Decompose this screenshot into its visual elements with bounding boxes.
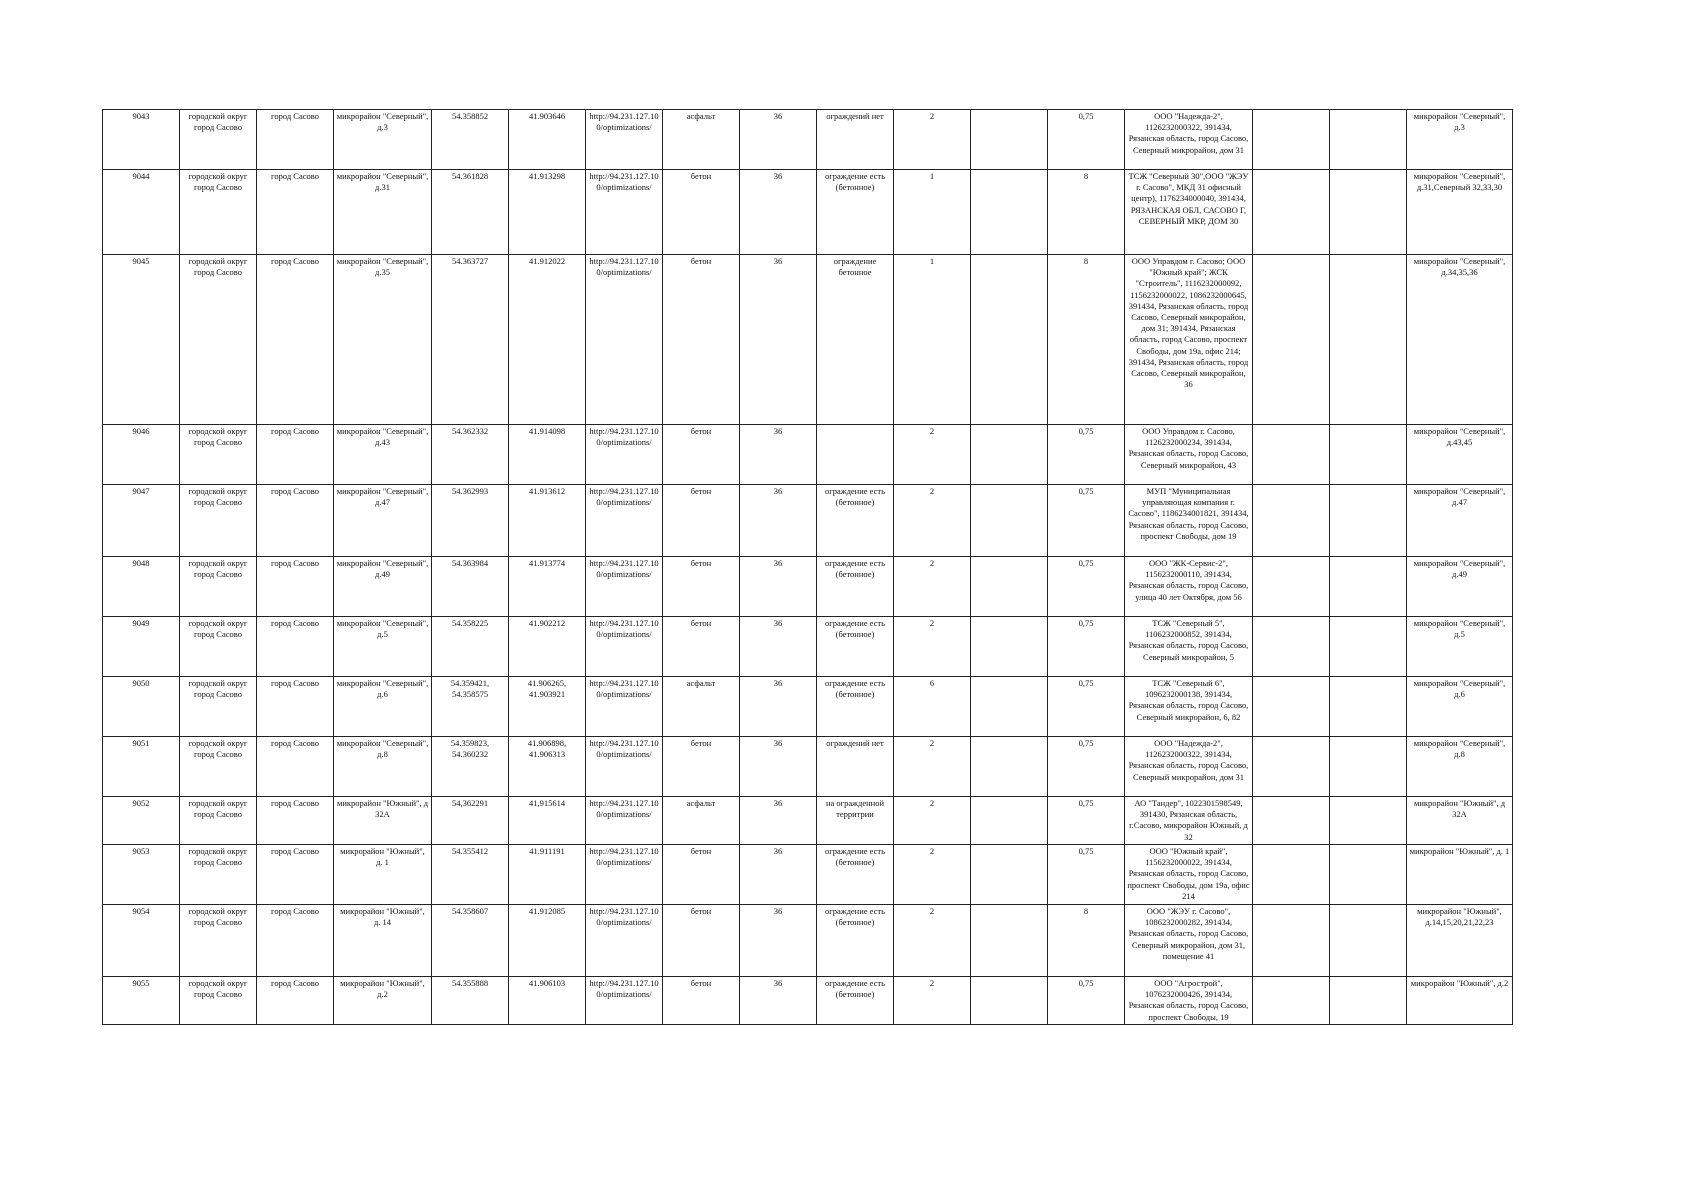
cell-surface: асфальт bbox=[663, 677, 740, 737]
cell-latitude: 54.361828 bbox=[432, 170, 509, 255]
cell-col-empty-1 bbox=[971, 845, 1048, 905]
cell-municipality: городской округ город Сасово bbox=[180, 425, 257, 485]
cell-area: 36 bbox=[740, 677, 817, 737]
cell-col-empty-1 bbox=[971, 905, 1048, 977]
cell-volume: 0,75 bbox=[1048, 557, 1125, 617]
cell-surface: бетон bbox=[663, 170, 740, 255]
cell-col-empty-1 bbox=[971, 737, 1048, 797]
cell-site-number: 9054 bbox=[103, 905, 180, 977]
cell-col-empty-3 bbox=[1330, 617, 1407, 677]
cell-settlement: город Сасово bbox=[257, 557, 334, 617]
cell-served-objects: микрорайон "Южный", д 32А bbox=[1407, 797, 1513, 845]
cell-surface: бетон bbox=[663, 977, 740, 1025]
cell-map-link: http://94.231.127.100/optimizations/ bbox=[586, 737, 663, 797]
cell-fence: ограждение есть (бетонное) bbox=[817, 905, 894, 977]
cell-longitude: 41.912085 bbox=[509, 905, 586, 977]
cell-volume: 0,75 bbox=[1048, 677, 1125, 737]
cell-map-link: http://94.231.127.100/optimizations/ bbox=[586, 797, 663, 845]
cell-settlement: город Сасово bbox=[257, 737, 334, 797]
cell-latitude: 54.355412 bbox=[432, 845, 509, 905]
cell-address: микрорайон "Южный", д.2 bbox=[334, 977, 432, 1025]
cell-col-empty-3 bbox=[1330, 255, 1407, 425]
cell-fence: ограждение есть (бетонное) bbox=[817, 845, 894, 905]
cell-longitude: 41,915614 bbox=[509, 797, 586, 845]
cell-containers: 2 bbox=[894, 617, 971, 677]
cell-area: 36 bbox=[740, 425, 817, 485]
cell-surface: бетон bbox=[663, 485, 740, 557]
cell-surface: бетон bbox=[663, 737, 740, 797]
cell-col-empty-2 bbox=[1253, 845, 1330, 905]
cell-col-empty-2 bbox=[1253, 170, 1330, 255]
cell-volume: 0,75 bbox=[1048, 737, 1125, 797]
cell-settlement: город Сасово bbox=[257, 255, 334, 425]
table-row bbox=[103, 110, 1513, 170]
cell-containers: 2 bbox=[894, 110, 971, 170]
cell-col-empty-2 bbox=[1253, 425, 1330, 485]
cell-col-empty-1 bbox=[971, 617, 1048, 677]
table-row bbox=[103, 737, 1513, 797]
cell-fence bbox=[817, 425, 894, 485]
cell-settlement: город Сасово bbox=[257, 617, 334, 677]
cell-containers: 2 bbox=[894, 425, 971, 485]
table-row bbox=[103, 557, 1513, 617]
cell-site-number: 9044 bbox=[103, 170, 180, 255]
cell-fence: ограждение есть (бетонное) bbox=[817, 557, 894, 617]
cell-volume: 0,75 bbox=[1048, 617, 1125, 677]
cell-area: 36 bbox=[740, 737, 817, 797]
cell-col-empty-2 bbox=[1253, 905, 1330, 977]
cell-address: микрорайон "Северный", д.31 bbox=[334, 170, 432, 255]
cell-settlement: город Сасово bbox=[257, 677, 334, 737]
cell-col-empty-3 bbox=[1330, 425, 1407, 485]
cell-address: микрорайон "Южный", д. 1 bbox=[334, 845, 432, 905]
cell-map-link: http://94.231.127.100/optimizations/ bbox=[586, 170, 663, 255]
cell-municipality: городской округ город Сасово bbox=[180, 170, 257, 255]
cell-longitude: 41.913774 bbox=[509, 557, 586, 617]
cell-containers: 2 bbox=[894, 905, 971, 977]
cell-col-empty-1 bbox=[971, 425, 1048, 485]
cell-map-link: http://94.231.127.100/optimizations/ bbox=[586, 977, 663, 1025]
cell-owner: АО "Тандер", 1022301598549, 391430, Рязанская область, г.Сасово, микрорайон Южный, д 32 bbox=[1125, 797, 1253, 845]
cell-area: 36 bbox=[740, 110, 817, 170]
cell-served-objects: микрорайон "Северный", д.31,Северный 32,33,30 bbox=[1407, 170, 1513, 255]
cell-municipality: городской округ город Сасово bbox=[180, 905, 257, 977]
cell-longitude: 41.913612 bbox=[509, 485, 586, 557]
cell-municipality: городской округ город Сасово bbox=[180, 255, 257, 425]
cell-served-objects: микрорайон "Южный", д.14,15,20,21,22,23 bbox=[1407, 905, 1513, 977]
cell-municipality: городской округ город Сасово bbox=[180, 557, 257, 617]
cell-fence: ограждение есть (бетонное) bbox=[817, 977, 894, 1025]
cell-containers: 1 bbox=[894, 255, 971, 425]
cell-col-empty-2 bbox=[1253, 797, 1330, 845]
cell-served-objects: микрорайон "Северный", д.49 bbox=[1407, 557, 1513, 617]
cell-address: микрорайон "Южный", д 32А bbox=[334, 797, 432, 845]
cell-containers: 2 bbox=[894, 737, 971, 797]
cell-municipality: городской округ город Сасово bbox=[180, 677, 257, 737]
table-row bbox=[103, 255, 1513, 425]
cell-col-empty-3 bbox=[1330, 797, 1407, 845]
cell-settlement: город Сасово bbox=[257, 425, 334, 485]
cell-volume: 8 bbox=[1048, 255, 1125, 425]
cell-owner: ООО "ЖК-Сервис-2", 1156232000110, 391434, Рязанская область, город Сасово, улица 40 лет Октября, дом 56 bbox=[1125, 557, 1253, 617]
registry-table bbox=[102, 109, 1513, 1025]
cell-municipality: городской округ город Сасово bbox=[180, 845, 257, 905]
cell-longitude: 41.912022 bbox=[509, 255, 586, 425]
cell-settlement: город Сасово bbox=[257, 110, 334, 170]
cell-area: 36 bbox=[740, 977, 817, 1025]
cell-volume: 0,75 bbox=[1048, 110, 1125, 170]
cell-site-number: 9048 bbox=[103, 557, 180, 617]
table-row bbox=[103, 485, 1513, 557]
cell-fence: ограждение есть (бетонное) bbox=[817, 677, 894, 737]
cell-fence: ограждений нет bbox=[817, 110, 894, 170]
cell-col-empty-1 bbox=[971, 110, 1048, 170]
table-row bbox=[103, 170, 1513, 255]
cell-fence: ограждение есть (бетонное) bbox=[817, 170, 894, 255]
cell-address: микрорайон "Южный", д. 14 bbox=[334, 905, 432, 977]
cell-volume: 0,75 bbox=[1048, 485, 1125, 557]
cell-col-empty-1 bbox=[971, 485, 1048, 557]
cell-address: микрорайон "Северный", д.3 bbox=[334, 110, 432, 170]
table-row bbox=[103, 425, 1513, 485]
cell-settlement: город Сасово bbox=[257, 977, 334, 1025]
cell-col-empty-3 bbox=[1330, 737, 1407, 797]
cell-owner: МУП "Муниципальная управляющая компания г. Сасово", 1186234001821, 391434, Рязанская область, город Сасово, проспект Свободы, дом 19 bbox=[1125, 485, 1253, 557]
cell-surface: бетон bbox=[663, 557, 740, 617]
cell-col-empty-3 bbox=[1330, 557, 1407, 617]
cell-map-link: http://94.231.127.100/optimizations/ bbox=[586, 485, 663, 557]
cell-col-empty-3 bbox=[1330, 845, 1407, 905]
cell-owner: ООО "Надежда-2", 1126232000322, 391434, Рязанская область, город Сасово, Северный микрорайон, дом 31 bbox=[1125, 110, 1253, 170]
cell-owner: ТСЖ "Северный 6", 1096232000138, 391434, Рязанская область, город Сасово, Северный микрорайон, 6, 82 bbox=[1125, 677, 1253, 737]
cell-col-empty-2 bbox=[1253, 110, 1330, 170]
cell-address: микрорайон "Северный", д.47 bbox=[334, 485, 432, 557]
cell-site-number: 9053 bbox=[103, 845, 180, 905]
cell-col-empty-1 bbox=[971, 557, 1048, 617]
cell-longitude: 41.913298 bbox=[509, 170, 586, 255]
cell-longitude: 41.911191 bbox=[509, 845, 586, 905]
cell-fence: ограждений нет bbox=[817, 737, 894, 797]
cell-area: 36 bbox=[740, 845, 817, 905]
cell-map-link: http://94.231.127.100/optimizations/ bbox=[586, 845, 663, 905]
cell-col-empty-3 bbox=[1330, 485, 1407, 557]
cell-map-link: http://94.231.127.100/optimizations/ bbox=[586, 905, 663, 977]
table-row bbox=[103, 797, 1513, 845]
cell-settlement: город Сасово bbox=[257, 797, 334, 845]
cell-volume: 0,75 bbox=[1048, 797, 1125, 845]
cell-address: микрорайон "Северный", д.43 bbox=[334, 425, 432, 485]
cell-map-link: http://94.231.127.100/optimizations/ bbox=[586, 255, 663, 425]
cell-owner: ООО "Агрострой", 1076232000426, 391434, Рязанская область, город Сасово, проспект Свободы, 19 bbox=[1125, 977, 1253, 1025]
cell-latitude: 54.363727 bbox=[432, 255, 509, 425]
cell-col-empty-2 bbox=[1253, 485, 1330, 557]
cell-latitude: 54.362332 bbox=[432, 425, 509, 485]
cell-col-empty-1 bbox=[971, 170, 1048, 255]
cell-surface: бетон bbox=[663, 425, 740, 485]
cell-latitude: 54.358607 bbox=[432, 905, 509, 977]
cell-col-empty-1 bbox=[971, 977, 1048, 1025]
cell-owner: ООО "ЖЭУ г. Сасово", 1086232000282, 391434, Рязанская область, город Сасово, Северный микрорайон, дом 31, помещение 41 bbox=[1125, 905, 1253, 977]
cell-served-objects: микрорайон "Южный", д. 1 bbox=[1407, 845, 1513, 905]
cell-site-number: 9052 bbox=[103, 797, 180, 845]
cell-address: микрорайон "Северный", д.5 bbox=[334, 617, 432, 677]
cell-owner: ООО "Южный край", 1156232000022, 391434, Рязанская область, город Сасово, проспект Свободы, дом 19а, офис 214 bbox=[1125, 845, 1253, 905]
cell-area: 36 bbox=[740, 905, 817, 977]
cell-containers: 6 bbox=[894, 677, 971, 737]
cell-address: микрорайон "Северный", д.6 bbox=[334, 677, 432, 737]
cell-col-empty-1 bbox=[971, 677, 1048, 737]
cell-latitude: 54.355888 bbox=[432, 977, 509, 1025]
cell-surface: бетон bbox=[663, 617, 740, 677]
cell-col-empty-1 bbox=[971, 797, 1048, 845]
cell-site-number: 9050 bbox=[103, 677, 180, 737]
cell-col-empty-3 bbox=[1330, 110, 1407, 170]
cell-site-number: 9049 bbox=[103, 617, 180, 677]
cell-municipality: городской округ город Сасово bbox=[180, 617, 257, 677]
cell-served-objects: микрорайон "Южный", д.2 bbox=[1407, 977, 1513, 1025]
cell-volume: 8 bbox=[1048, 170, 1125, 255]
cell-surface: асфальт bbox=[663, 110, 740, 170]
cell-col-empty-2 bbox=[1253, 737, 1330, 797]
cell-site-number: 9055 bbox=[103, 977, 180, 1025]
cell-area: 36 bbox=[740, 485, 817, 557]
cell-served-objects: микрорайон "Северный", д.5 bbox=[1407, 617, 1513, 677]
cell-fence: ограждение есть (бетонное) bbox=[817, 485, 894, 557]
cell-site-number: 9051 bbox=[103, 737, 180, 797]
cell-map-link: http://94.231.127.100/optimizations/ bbox=[586, 557, 663, 617]
cell-containers: 2 bbox=[894, 557, 971, 617]
cell-longitude: 41.906898, 41.906313 bbox=[509, 737, 586, 797]
cell-map-link: http://94.231.127.100/optimizations/ bbox=[586, 677, 663, 737]
cell-longitude: 41.906103 bbox=[509, 977, 586, 1025]
cell-col-empty-2 bbox=[1253, 617, 1330, 677]
cell-fence: ограждение бетонное bbox=[817, 255, 894, 425]
cell-col-empty-1 bbox=[971, 255, 1048, 425]
cell-containers: 1 bbox=[894, 170, 971, 255]
cell-longitude: 41.914098 bbox=[509, 425, 586, 485]
cell-municipality: городской округ город Сасово bbox=[180, 485, 257, 557]
cell-owner: ТСЖ "Северный 30",ООО "ЖЭУ г. Сасово", МКД 31 офисный центр), 1176234000040, 391434, РЯЗАНСКАЯ ОБЛ, САСОВО Г, СЕВЕРНЫЙ МКР, ДОМ 30 bbox=[1125, 170, 1253, 255]
cell-containers: 2 bbox=[894, 797, 971, 845]
cell-owner: ООО Управдом г. Сасово, 1126232000234, 391434, Рязанская область, город Сасово, Северный микрорайон, 43 bbox=[1125, 425, 1253, 485]
cell-col-empty-2 bbox=[1253, 677, 1330, 737]
cell-volume: 0,75 bbox=[1048, 425, 1125, 485]
cell-volume: 0,75 bbox=[1048, 977, 1125, 1025]
cell-settlement: город Сасово bbox=[257, 170, 334, 255]
cell-surface: бетон bbox=[663, 905, 740, 977]
cell-site-number: 9046 bbox=[103, 425, 180, 485]
cell-site-number: 9047 bbox=[103, 485, 180, 557]
table-row bbox=[103, 845, 1513, 905]
cell-municipality: городской округ город Сасово bbox=[180, 797, 257, 845]
cell-served-objects: микрорайон "Северный", д.34,35,36 bbox=[1407, 255, 1513, 425]
cell-settlement: город Сасово bbox=[257, 485, 334, 557]
cell-surface: бетон bbox=[663, 255, 740, 425]
cell-col-empty-3 bbox=[1330, 977, 1407, 1025]
cell-owner: ООО Управдом г. Сасово; ООО "Южный край"; ЖСК "Строитель", 1116232000092, 1156232000022, 1086232000645, 391434, Рязанская область, город Сасово, Северный микрорайон, дом 31; 391434, Рязанская область, город Сасово, проспект Свободы, дом 19а, офис 214; 391434, Рязанская область, город Сасово, Северный микрорайон, 36 bbox=[1125, 255, 1253, 425]
cell-fence: ограждение есть (бетонное) bbox=[817, 617, 894, 677]
cell-address: микрорайон "Северный", д.49 bbox=[334, 557, 432, 617]
cell-volume: 0,75 bbox=[1048, 845, 1125, 905]
table-row bbox=[103, 617, 1513, 677]
cell-longitude: 41.902212 bbox=[509, 617, 586, 677]
cell-served-objects: микрорайон "Северный", д.6 bbox=[1407, 677, 1513, 737]
cell-fence: на огражденной территрии bbox=[817, 797, 894, 845]
cell-site-number: 9045 bbox=[103, 255, 180, 425]
cell-area: 36 bbox=[740, 557, 817, 617]
cell-latitude: 54.363984 bbox=[432, 557, 509, 617]
cell-latitude: 54.359823, 54.360232 bbox=[432, 737, 509, 797]
cell-containers: 2 bbox=[894, 845, 971, 905]
cell-served-objects: микрорайон "Северный", д.43,45 bbox=[1407, 425, 1513, 485]
table-row bbox=[103, 977, 1513, 1025]
cell-map-link: http://94.231.127.100/optimizations/ bbox=[586, 617, 663, 677]
cell-col-empty-2 bbox=[1253, 977, 1330, 1025]
table-row bbox=[103, 677, 1513, 737]
table-row bbox=[103, 905, 1513, 977]
cell-latitude: 54.359421, 54.358575 bbox=[432, 677, 509, 737]
cell-served-objects: микрорайон "Северный", д.47 bbox=[1407, 485, 1513, 557]
cell-map-link: http://94.231.127.100/optimizations/ bbox=[586, 425, 663, 485]
cell-containers: 2 bbox=[894, 485, 971, 557]
cell-served-objects: микрорайон "Северный", д.8 bbox=[1407, 737, 1513, 797]
cell-area: 36 bbox=[740, 617, 817, 677]
cell-col-empty-2 bbox=[1253, 255, 1330, 425]
cell-latitude: 54.362993 bbox=[432, 485, 509, 557]
cell-volume: 8 bbox=[1048, 905, 1125, 977]
cell-municipality: городской округ город Сасово bbox=[180, 737, 257, 797]
cell-surface: асфальт bbox=[663, 797, 740, 845]
cell-address: микрорайон "Северный", д.35 bbox=[334, 255, 432, 425]
cell-latitude: 54.358225 bbox=[432, 617, 509, 677]
cell-col-empty-3 bbox=[1330, 677, 1407, 737]
cell-latitude: 54,362291 bbox=[432, 797, 509, 845]
cell-latitude: 54.358852 bbox=[432, 110, 509, 170]
cell-longitude: 41.903646 bbox=[509, 110, 586, 170]
cell-map-link: http://94.231.127.100/optimizations/ bbox=[586, 110, 663, 170]
cell-municipality: городской округ город Сасово bbox=[180, 977, 257, 1025]
cell-settlement: город Сасово bbox=[257, 905, 334, 977]
cell-area: 36 bbox=[740, 170, 817, 255]
table-body bbox=[103, 110, 1513, 1025]
cell-owner: ООО "Надежда-2", 1126232000322, 391434, Рязанская область, город Сасово, Северный микрорайон, дом 31 bbox=[1125, 737, 1253, 797]
cell-site-number: 9043 bbox=[103, 110, 180, 170]
cell-area: 36 bbox=[740, 255, 817, 425]
cell-col-empty-3 bbox=[1330, 170, 1407, 255]
cell-col-empty-2 bbox=[1253, 557, 1330, 617]
cell-longitude: 41.906265, 41.903921 bbox=[509, 677, 586, 737]
cell-address: микрорайон "Северный", д.8 bbox=[334, 737, 432, 797]
cell-owner: ТСЖ "Северный 5", 1106232000852, 391434, Рязанская область, город Сасово, Северный микрорайон, 5 bbox=[1125, 617, 1253, 677]
cell-municipality: городской округ город Сасово bbox=[180, 110, 257, 170]
cell-surface: бетон bbox=[663, 845, 740, 905]
cell-col-empty-3 bbox=[1330, 905, 1407, 977]
cell-area: 36 bbox=[740, 797, 817, 845]
cell-settlement: город Сасово bbox=[257, 845, 334, 905]
cell-served-objects: микрорайон "Северный", д.3 bbox=[1407, 110, 1513, 170]
cell-containers: 2 bbox=[894, 977, 971, 1025]
